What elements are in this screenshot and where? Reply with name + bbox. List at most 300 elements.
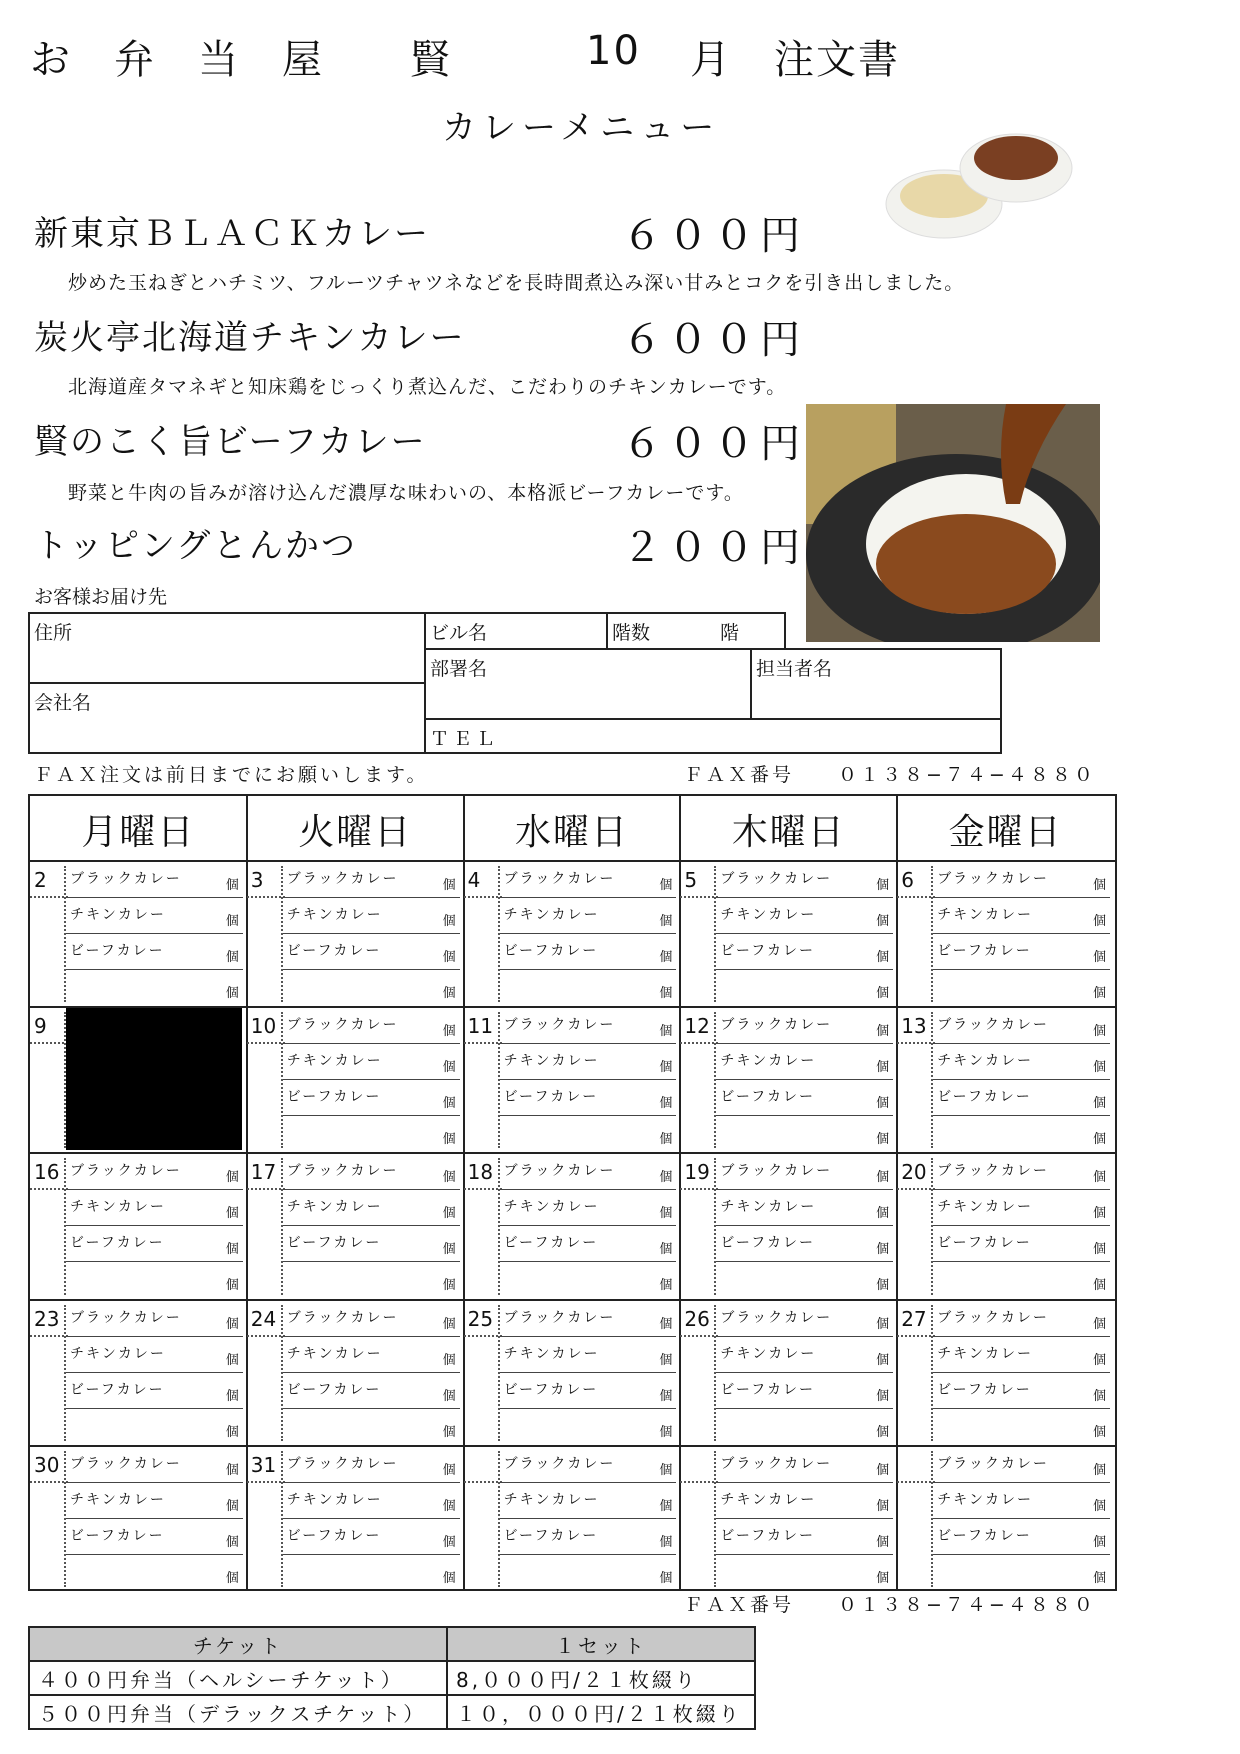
item-label: ブラックカレー xyxy=(503,871,616,887)
item-label: チキンカレー xyxy=(720,1053,817,1070)
order-line[interactable] xyxy=(716,1080,893,1116)
item-label: ビーフカレー xyxy=(286,1381,382,1398)
quantity-unit: 個 xyxy=(876,878,890,893)
day-cell xyxy=(464,1301,679,1445)
order-line[interactable] xyxy=(933,1483,1110,1519)
day-number-divider xyxy=(897,1042,935,1044)
order-line[interactable] xyxy=(716,1044,893,1080)
day-cell xyxy=(680,1301,895,1445)
item-label: ブラックカレー xyxy=(503,1455,616,1472)
order-line[interactable] xyxy=(933,1555,1110,1591)
quantity-unit: 個 xyxy=(225,986,239,1001)
order-line[interactable] xyxy=(716,1190,893,1226)
order-line[interactable] xyxy=(283,1337,460,1373)
menu-item-price: ６００円 xyxy=(622,317,806,363)
quantity-unit: 個 xyxy=(659,1462,673,1478)
menu-item-desc: 北海道産タマネギと知床鶏をじっくり煮込んだ、こだわりのチキンカレーです。 xyxy=(68,376,787,398)
quantity-unit: 個 xyxy=(442,1424,456,1440)
order-line[interactable] xyxy=(500,862,677,898)
day-cell xyxy=(897,1447,1112,1591)
quantity-unit: 個 xyxy=(225,1170,239,1186)
item-label: ブラックカレー xyxy=(720,1455,833,1472)
quantity-unit: 個 xyxy=(1092,1534,1106,1550)
title-part: 賢 xyxy=(410,37,452,83)
order-line[interactable] xyxy=(933,1008,1110,1044)
item-label: ブラックカレー xyxy=(286,1017,399,1034)
quantity-unit: 個 xyxy=(1092,1352,1106,1368)
order-line[interactable] xyxy=(500,970,677,1006)
quantity-unit: 個 xyxy=(659,1352,673,1368)
quantity-unit: 個 xyxy=(1092,1424,1106,1440)
quantity-unit: 個 xyxy=(659,1024,673,1040)
quantity-unit: 個 xyxy=(442,1534,456,1550)
quantity-unit: 個 xyxy=(442,1462,456,1478)
day-number-divider xyxy=(680,1481,718,1483)
item-label: ブラックカレー xyxy=(503,1017,616,1034)
item-label: ビーフカレー xyxy=(720,1527,815,1544)
order-line[interactable] xyxy=(283,1154,460,1190)
order-line[interactable] xyxy=(716,1373,893,1409)
order-line[interactable] xyxy=(716,1154,893,1190)
item-label: ビーフカレー xyxy=(70,1381,165,1398)
item-label: ビーフカレー xyxy=(503,1527,599,1544)
order-line[interactable] xyxy=(283,1116,460,1152)
day-number-divider xyxy=(30,1335,68,1337)
quantity-unit: 個 xyxy=(225,1424,239,1440)
day-cell xyxy=(30,1154,245,1298)
order-line[interactable] xyxy=(933,1044,1110,1080)
item-label: ビーフカレー xyxy=(720,943,815,959)
order-line[interactable] xyxy=(933,1226,1110,1262)
order-line[interactable] xyxy=(283,1301,460,1337)
department-label: 部署名 xyxy=(430,658,488,680)
item-label: ビーフカレー xyxy=(720,1381,815,1398)
order-line[interactable] xyxy=(500,1301,677,1337)
quantity-unit: 個 xyxy=(1092,1498,1106,1514)
quantity-unit: 個 xyxy=(659,950,673,965)
quantity-unit: 個 xyxy=(442,1388,456,1404)
quantity-unit: 個 xyxy=(442,1060,456,1076)
page-title xyxy=(30,28,930,83)
order-line[interactable] xyxy=(66,1154,243,1190)
order-line[interactable] xyxy=(66,1301,243,1337)
menu-item-desc: 野菜と牛肉の旨みが溶け込んだ濃厚な味わいの、本格派ビーフカレーです。 xyxy=(68,482,744,504)
quantity-unit: 個 xyxy=(876,1096,890,1112)
day-number-divider xyxy=(680,1042,718,1044)
contact-person-label: 担当者名 xyxy=(756,658,833,680)
order-line[interactable] xyxy=(283,1555,460,1591)
item-label: ブラックカレー xyxy=(937,1017,1049,1034)
day-number: 13 xyxy=(901,1014,927,1039)
day-cell xyxy=(247,1154,462,1298)
floor-unit-label: 階 xyxy=(720,622,740,644)
quantity-unit: 個 xyxy=(876,1352,890,1368)
order-line[interactable] xyxy=(933,1080,1110,1116)
quantity-unit: 個 xyxy=(659,1132,673,1148)
day-number-divider xyxy=(897,1188,935,1190)
title-part: お xyxy=(30,37,72,83)
order-line[interactable] xyxy=(716,934,893,970)
item-label: チキンカレー xyxy=(720,1199,817,1216)
day-number-divider xyxy=(897,1335,935,1337)
quantity-unit: 個 xyxy=(1092,1206,1106,1222)
contact-person-field[interactable] xyxy=(750,648,1002,720)
order-line[interactable] xyxy=(933,1190,1110,1226)
quantity-unit: 個 xyxy=(442,1242,456,1258)
quantity-unit: 個 xyxy=(876,1570,890,1586)
order-line[interactable] xyxy=(716,862,893,898)
order-line[interactable] xyxy=(500,1409,677,1445)
day-cell xyxy=(247,1301,462,1445)
day-number: 19 xyxy=(684,1160,710,1185)
quantity-unit: 個 xyxy=(1092,1278,1106,1294)
quantity-unit: 個 xyxy=(1092,914,1106,929)
order-line[interactable] xyxy=(66,898,243,934)
item-label: ビーフカレー xyxy=(70,1235,165,1252)
order-line[interactable] xyxy=(933,1447,1110,1483)
order-line[interactable] xyxy=(500,1044,677,1080)
quantity-unit: 個 xyxy=(876,1316,890,1332)
order-line[interactable] xyxy=(283,1044,460,1080)
title-part: 当 xyxy=(198,37,240,83)
quantity-unit: 個 xyxy=(1092,1170,1106,1186)
day-number-divider xyxy=(30,1042,68,1044)
order-line[interactable] xyxy=(716,1116,893,1152)
order-line[interactable] xyxy=(66,970,243,1006)
order-line[interactable] xyxy=(66,1190,243,1226)
order-line[interactable] xyxy=(283,1447,460,1483)
item-label: ビーフカレー xyxy=(503,1089,599,1106)
quantity-unit: 個 xyxy=(659,1498,673,1514)
fax-number-bottom: ＦＡＸ番号 ０１３８−７４−４８８０ xyxy=(684,1594,1096,1616)
order-line[interactable] xyxy=(283,1008,460,1044)
quantity-unit: 個 xyxy=(876,1132,890,1148)
quantity-unit: 個 xyxy=(225,1570,239,1586)
order-line[interactable] xyxy=(66,1555,243,1591)
quantity-unit: 個 xyxy=(442,1498,456,1514)
item-label: ブラックカレー xyxy=(937,1163,1049,1180)
order-line[interactable] xyxy=(933,1301,1110,1337)
menu-item-name: トッピングとんかつ xyxy=(34,526,357,566)
order-line[interactable] xyxy=(66,1519,243,1555)
order-line[interactable] xyxy=(933,970,1110,1006)
order-line[interactable] xyxy=(66,1483,243,1519)
item-label: ビーフカレー xyxy=(286,1527,382,1544)
quantity-unit: 個 xyxy=(1092,1316,1106,1332)
item-label: チキンカレー xyxy=(937,1491,1034,1508)
order-line[interactable] xyxy=(66,1409,243,1445)
quantity-unit: 個 xyxy=(876,1060,890,1076)
order-line[interactable] xyxy=(716,1226,893,1262)
order-calendar xyxy=(28,794,1117,1591)
item-label: ビーフカレー xyxy=(286,1089,382,1106)
order-line[interactable] xyxy=(716,1555,893,1591)
item-label: チキンカレー xyxy=(503,1491,600,1508)
quantity-unit: 個 xyxy=(225,1352,239,1368)
day-number: 31 xyxy=(250,1452,277,1477)
order-line[interactable] xyxy=(716,898,893,934)
item-label: ビーフカレー xyxy=(503,1235,599,1252)
day-number: 4 xyxy=(467,868,481,892)
item-label: チキンカレー xyxy=(937,1199,1034,1216)
item-label: ビーフカレー xyxy=(937,1381,1032,1398)
order-line[interactable] xyxy=(66,1447,243,1483)
quantity-unit: 個 xyxy=(1092,1132,1106,1148)
quantity-unit: 個 xyxy=(1092,1096,1106,1112)
order-line[interactable] xyxy=(283,934,460,970)
quantity-unit: 個 xyxy=(659,1096,673,1112)
ticket-row xyxy=(29,1661,755,1695)
order-line[interactable] xyxy=(933,1116,1110,1152)
quantity-unit: 個 xyxy=(876,1024,890,1040)
menu-item-desc: 炒めた玉ねぎとハチミツ、フルーツチャツネなどを長時間煮込み深い甘みとコクを引き出しました。 xyxy=(68,272,965,294)
item-label: ビーフカレー xyxy=(286,943,382,959)
day-number: 20 xyxy=(901,1160,927,1185)
order-line[interactable] xyxy=(66,862,243,898)
order-line[interactable] xyxy=(500,934,677,970)
quantity-unit: 個 xyxy=(659,1534,673,1550)
ticket-header: チケット xyxy=(29,1627,447,1661)
quantity-unit: 個 xyxy=(876,1206,890,1222)
item-label: ブラックカレー xyxy=(720,871,833,887)
order-line[interactable] xyxy=(933,1337,1110,1373)
item-label: ビーフカレー xyxy=(720,1235,815,1252)
order-line[interactable] xyxy=(500,898,677,934)
day-number-divider xyxy=(680,1188,718,1190)
day-number-divider xyxy=(680,896,718,898)
order-line[interactable] xyxy=(283,970,460,1006)
order-line[interactable] xyxy=(933,934,1110,970)
order-line[interactable] xyxy=(500,1447,677,1483)
item-label: チキンカレー xyxy=(70,1491,166,1508)
day-cell xyxy=(897,862,1112,1006)
order-line[interactable] xyxy=(500,1483,677,1519)
day-number: 2 xyxy=(34,868,47,892)
day-cell xyxy=(464,1154,679,1298)
weekday-header: 水曜日 xyxy=(514,811,629,853)
item-label: ビーフカレー xyxy=(503,943,599,959)
order-line[interactable] xyxy=(500,1226,677,1262)
weekday-header: 木曜日 xyxy=(731,811,846,853)
order-line[interactable] xyxy=(933,1154,1110,1190)
item-label: チキンカレー xyxy=(720,1491,817,1508)
quantity-unit: 個 xyxy=(1092,950,1106,965)
quantity-unit: 個 xyxy=(659,1060,673,1076)
item-label: チキンカレー xyxy=(720,1345,817,1362)
day-number: 26 xyxy=(684,1306,710,1331)
item-label: チキンカレー xyxy=(503,907,600,923)
quantity-unit: 個 xyxy=(442,1352,456,1368)
quantity-unit: 個 xyxy=(442,1024,456,1040)
day-cell xyxy=(30,862,245,1006)
order-line[interactable] xyxy=(716,1447,893,1483)
ticket-name: ４００円弁当（ヘルシーチケット） xyxy=(29,1661,447,1695)
day-cell xyxy=(30,1447,245,1591)
title-part: 10 xyxy=(586,28,641,74)
day-number: 6 xyxy=(901,868,914,892)
quantity-unit: 個 xyxy=(1092,1060,1106,1076)
day-cell xyxy=(897,1301,1112,1445)
order-line[interactable] xyxy=(500,1262,677,1298)
day-number-divider xyxy=(247,896,285,898)
item-label: ビーフカレー xyxy=(937,1527,1032,1544)
quantity-unit: 個 xyxy=(442,1570,456,1586)
address-label: 住所 xyxy=(34,622,73,644)
quantity-unit: 個 xyxy=(442,1206,456,1222)
order-line[interactable] xyxy=(716,1008,893,1044)
item-label: ブラックカレー xyxy=(70,1455,182,1472)
order-line[interactable] xyxy=(283,1190,460,1226)
order-line[interactable] xyxy=(716,970,893,1006)
curry-roux-photo xyxy=(884,118,1074,246)
quantity-unit: 個 xyxy=(442,1316,456,1332)
quantity-unit: 個 xyxy=(1092,1462,1106,1478)
order-line[interactable] xyxy=(933,1519,1110,1555)
company-field[interactable] xyxy=(28,682,426,754)
ticket-price: 8,０００円/２１枚綴り xyxy=(447,1661,755,1695)
quantity-unit: 個 xyxy=(442,1278,456,1294)
item-label: ビーフカレー xyxy=(70,943,165,959)
address-field[interactable] xyxy=(28,612,426,684)
ticket-row xyxy=(29,1695,755,1729)
item-label: ブラックカレー xyxy=(937,1455,1049,1472)
order-line[interactable] xyxy=(933,898,1110,934)
item-label: ブラックカレー xyxy=(286,1163,399,1180)
order-line[interactable] xyxy=(66,934,243,970)
order-line[interactable] xyxy=(716,1262,893,1298)
order-line[interactable] xyxy=(283,862,460,898)
floor-field[interactable] xyxy=(606,612,786,650)
quantity-unit: 個 xyxy=(225,1242,239,1258)
quantity-unit: 個 xyxy=(876,1242,890,1258)
order-line[interactable] xyxy=(500,1555,677,1591)
day-cell xyxy=(247,1008,462,1152)
quantity-unit: 個 xyxy=(225,1534,239,1550)
item-label: ブラックカレー xyxy=(720,1309,833,1326)
order-line[interactable] xyxy=(283,1519,460,1555)
day-cell xyxy=(464,1008,679,1152)
item-label: チキンカレー xyxy=(286,1199,383,1216)
order-line[interactable] xyxy=(66,1373,243,1409)
order-line[interactable] xyxy=(66,1262,243,1298)
building-field[interactable] xyxy=(424,612,608,650)
order-line[interactable] xyxy=(283,898,460,934)
quantity-unit: 個 xyxy=(876,1388,890,1404)
order-line[interactable] xyxy=(283,1226,460,1262)
tel-field[interactable] xyxy=(424,718,1002,754)
day-number: 3 xyxy=(250,868,264,892)
order-line[interactable] xyxy=(500,1080,677,1116)
item-label: チキンカレー xyxy=(286,1491,383,1508)
fax-number: ＦＡＸ番号 ０１３８−７４−４８８０ xyxy=(684,764,1096,786)
ticket-name: ５００円弁当（デラックスチケット） xyxy=(29,1695,447,1729)
quantity-unit: 個 xyxy=(1092,1388,1106,1404)
order-line[interactable] xyxy=(283,1483,460,1519)
order-line[interactable] xyxy=(500,1337,677,1373)
quantity-unit: 個 xyxy=(659,1424,673,1440)
order-line[interactable] xyxy=(716,1337,893,1373)
day-cell xyxy=(680,862,895,1006)
title-part: 注文書 xyxy=(774,37,900,83)
quantity-unit: 個 xyxy=(442,914,456,929)
order-line[interactable] xyxy=(716,1483,893,1519)
day-number-divider xyxy=(30,1188,68,1190)
quantity-unit: 個 xyxy=(442,950,456,965)
item-label: ブラックカレー xyxy=(937,1309,1049,1326)
day-cell xyxy=(680,1447,895,1591)
order-line[interactable] xyxy=(283,1080,460,1116)
quantity-unit: 個 xyxy=(225,1498,239,1514)
day-cell xyxy=(247,1447,462,1591)
order-line[interactable] xyxy=(500,1190,677,1226)
order-line[interactable] xyxy=(500,1373,677,1409)
day-number-divider xyxy=(247,1042,285,1044)
order-line[interactable] xyxy=(283,1409,460,1445)
department-field[interactable] xyxy=(424,648,752,720)
quantity-unit: 個 xyxy=(1092,1242,1106,1258)
order-line[interactable] xyxy=(933,1373,1110,1409)
order-line[interactable] xyxy=(933,1409,1110,1445)
day-number: 24 xyxy=(250,1306,277,1331)
order-line[interactable] xyxy=(716,1519,893,1555)
order-line[interactable] xyxy=(933,1262,1110,1298)
item-label: チキンカレー xyxy=(937,1053,1034,1070)
order-line[interactable] xyxy=(500,1008,677,1044)
quantity-unit: 個 xyxy=(1092,878,1106,893)
item-label: チキンカレー xyxy=(286,1345,383,1362)
menu-item-name: 賢のこく旨ビーフカレー xyxy=(34,422,427,462)
order-line[interactable] xyxy=(933,862,1110,898)
day-cell xyxy=(30,1008,245,1152)
day-cell xyxy=(680,1008,895,1152)
day-number: 10 xyxy=(250,1014,277,1039)
order-line[interactable] xyxy=(716,1301,893,1337)
quantity-unit: 個 xyxy=(1092,986,1106,1001)
day-number-divider xyxy=(464,1188,502,1190)
day-number: 30 xyxy=(34,1452,60,1477)
quantity-unit: 個 xyxy=(442,1132,456,1148)
day-number-divider xyxy=(464,1335,502,1337)
order-line[interactable] xyxy=(66,1226,243,1262)
day-number: 9 xyxy=(34,1014,47,1039)
day-cell xyxy=(680,1154,895,1298)
order-line[interactable] xyxy=(66,1337,243,1373)
item-label: チキンカレー xyxy=(70,1199,166,1216)
quantity-unit: 個 xyxy=(876,1424,890,1440)
quantity-unit: 個 xyxy=(876,1170,890,1186)
building-label: ビル名 xyxy=(430,622,488,644)
quantity-unit: 個 xyxy=(659,914,673,929)
delivery-heading: お客様お届け先 xyxy=(34,586,168,608)
title-part: 弁 xyxy=(114,37,156,83)
quantity-unit: 個 xyxy=(442,1170,456,1186)
weekday-header: 金曜日 xyxy=(948,811,1063,853)
company-label: 会社名 xyxy=(34,692,92,714)
order-line[interactable] xyxy=(500,1116,677,1152)
order-line[interactable] xyxy=(500,1519,677,1555)
quantity-unit: 個 xyxy=(1092,1570,1106,1586)
order-line[interactable] xyxy=(283,1373,460,1409)
order-line[interactable] xyxy=(716,1409,893,1445)
item-label: チキンカレー xyxy=(70,907,166,923)
menu-item-price: ２００円 xyxy=(622,525,806,571)
quantity-unit: 個 xyxy=(876,1534,890,1550)
day-cell xyxy=(464,862,679,1006)
order-line[interactable] xyxy=(283,1262,460,1298)
order-line[interactable] xyxy=(500,1154,677,1190)
weekday-header: 月曜日 xyxy=(81,811,196,853)
weekday-header: 火曜日 xyxy=(298,811,413,853)
